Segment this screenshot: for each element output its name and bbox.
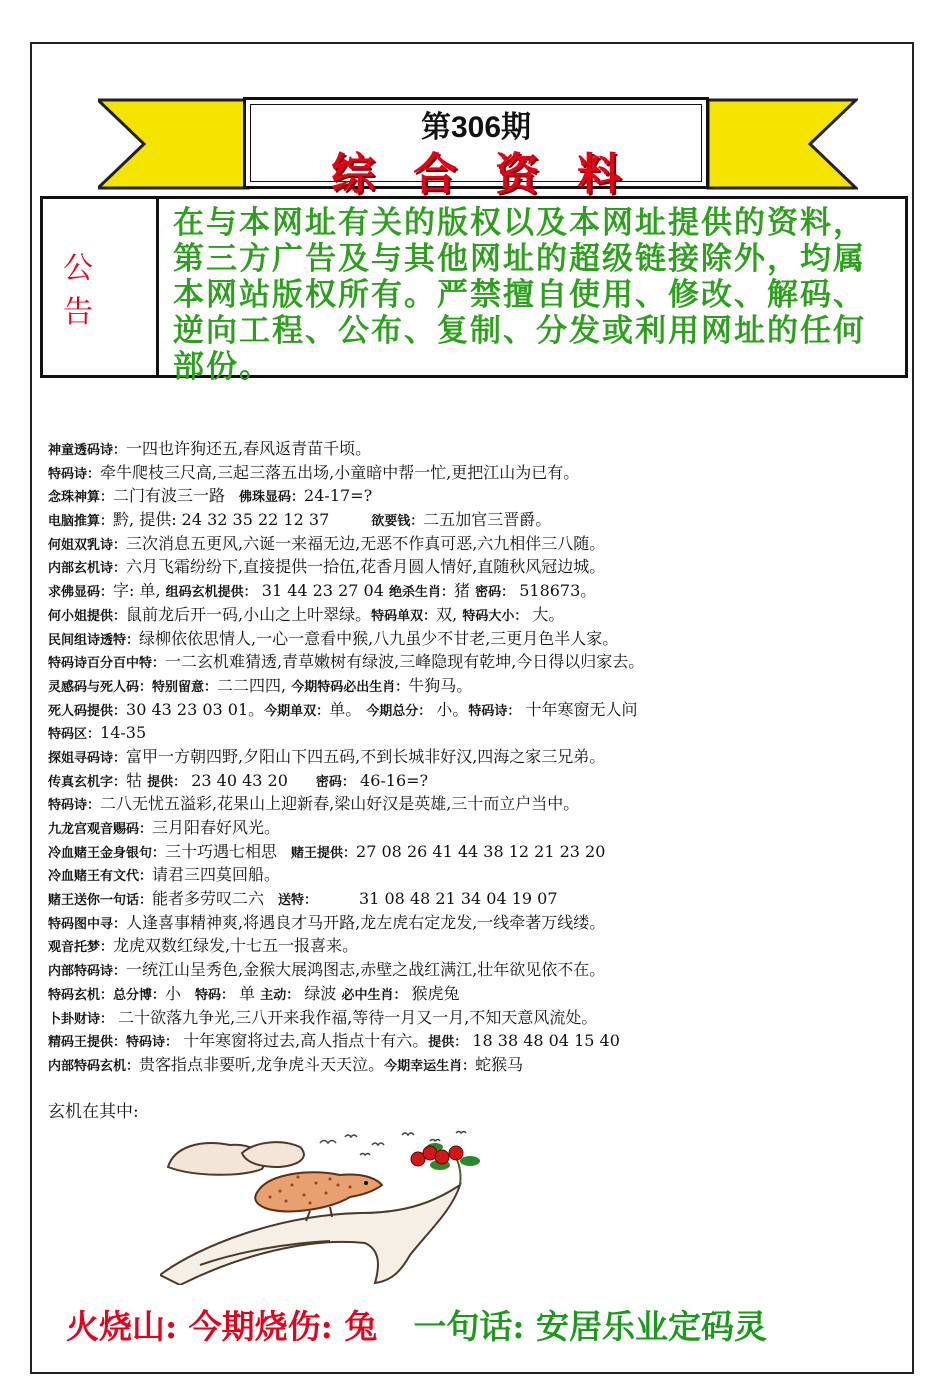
info-line <box>48 1006 908 1030</box>
line-text: 三月阳春好风光。 <box>152 818 281 837</box>
line-key: 总分博： <box>113 987 166 1003</box>
stem-and-leaves <box>411 1143 480 1185</box>
line-key: 特码诗： <box>48 798 101 814</box>
footer-one-sentence: 一句话: 安居乐业定码灵 <box>413 1307 768 1346</box>
line-text: 单。 <box>329 699 367 719</box>
line-text: 能者多劳叹二六 <box>152 889 265 909</box>
line-text: 三十巧遇七相思 <box>165 841 278 861</box>
line-text: 黔, 提供: 24 32 35 22 12 37 <box>113 510 330 530</box>
info-line <box>48 769 908 793</box>
line-key: 特码图中寻： <box>48 916 127 932</box>
line-text: 一统江山呈秀色,金猴大展鸿图志,赤壁之战红满江,壮年欲见依不在。 <box>126 960 606 980</box>
info-line <box>48 698 908 722</box>
line-text: 46-16=? <box>354 770 429 790</box>
line-key: 灵感码与死人码： <box>48 679 153 695</box>
info-line <box>48 461 908 485</box>
notice-label: 公告 <box>43 199 159 375</box>
line-key: 今期总分： <box>366 703 432 719</box>
line-key: 密码： <box>475 585 515 601</box>
line-key: 内部特码玄机： <box>48 1058 140 1074</box>
line-key: 冷血赌王有文代： <box>48 869 153 885</box>
line-text: 六月飞霜纷纷下,直接提供一拾伍,花香月圆人情好,直随秋风冠边城。 <box>126 557 606 577</box>
line-text: 牯 <box>126 770 148 790</box>
line-text: 二八无忧五溢彩,花果山上迎新春,梁山好汉是英雄,三十而立户当中。 <box>100 794 580 814</box>
line-text: 31 44 23 27 04 <box>256 581 389 601</box>
info-line <box>48 1053 908 1077</box>
line-key: 念珠神算： <box>48 490 114 506</box>
line-key: 死人码提供： <box>48 703 127 719</box>
line-key: 传真玄机字： <box>48 774 127 790</box>
line-key: 欲要钱： <box>371 514 424 530</box>
footer <box>66 1303 906 1351</box>
line-key: 民间组诗透特： <box>48 632 140 648</box>
line-text: 富甲一方朝四野,夕阳山下四五码,不到长城非好汉,四海之家三兄弟。 <box>126 746 606 766</box>
line-text: 单 <box>234 983 261 1003</box>
line-key: 观音托梦： <box>48 940 114 956</box>
line-text: 24-17=? <box>304 486 373 506</box>
line-text: 大。 <box>527 604 565 624</box>
info-line <box>48 650 908 674</box>
info-line <box>48 721 908 745</box>
info-line <box>48 887 908 911</box>
line-key: 送特： <box>278 893 318 909</box>
line-text: 18 38 48 04 15 40 <box>467 1031 620 1051</box>
line-key: 特码诗： <box>468 703 521 719</box>
line-text: 蛇猴马 <box>475 1054 524 1074</box>
line-key: 密码： <box>315 774 355 790</box>
line-text: 二五加官三晋爵。 <box>423 510 552 530</box>
line-key: 组码玄机提供： <box>165 585 257 601</box>
line-key: 提供： <box>147 774 187 790</box>
line-text: 518673。 <box>514 581 597 601</box>
info-lines <box>48 437 908 1077</box>
line-key: 冷血赌王金身银句： <box>48 845 166 861</box>
rocks <box>168 1142 304 1175</box>
line-key: 特码单双： <box>371 608 437 624</box>
line-text: 鼠前龙后开一码,小山之上叶翠绿。 <box>126 604 372 624</box>
line-text: 牛狗马。 <box>408 675 473 695</box>
line-text: 猴虎兔 <box>406 983 460 1003</box>
info-line <box>48 437 908 461</box>
line-key: 特码玄机： <box>48 987 114 1003</box>
info-line <box>48 911 908 935</box>
line-text: 二门有波三一路 <box>113 486 226 506</box>
line-key: 今期幸运生肖： <box>384 1058 476 1074</box>
illustration-animal-on-branch <box>160 1125 500 1285</box>
right-ribbon <box>698 98 858 190</box>
line-text: 一二玄机难猜透,青草嫩树有绿波,三峰隐现有乾坤,今日得以归家去。 <box>165 652 645 672</box>
line-text: 二二四四, <box>217 675 292 695</box>
line-text: 23 40 43 20 <box>186 770 288 790</box>
notice-text: 在与本网址有关的版权以及本网址提供的资料，第三方广告及与其他网址的超级链接除外，均属本网站版权所有。严禁擅自使用、修改、解码、逆向工程、公布、复制、分发或利用网址的任何部份。 <box>173 205 866 385</box>
line-key: 今期特码必出生肖： <box>291 679 409 695</box>
line-key: 何姐双乳诗： <box>48 537 127 553</box>
info-line <box>48 508 908 532</box>
info-line <box>48 627 908 651</box>
line-key: 提供： <box>428 1035 468 1051</box>
line-key: 佛珠显码： <box>239 490 305 506</box>
line-text: 二十欲落九争光,三八开来我作福,等待一月又一月,不知天意风流处。 <box>113 1007 598 1027</box>
info-line <box>48 1029 908 1053</box>
line-key: 赌王送你一句话： <box>48 893 153 909</box>
line-key: 今期单双： <box>264 703 330 719</box>
info-line <box>48 532 908 556</box>
line-key: 特码区： <box>48 727 101 743</box>
line-text: 小。 <box>431 699 469 719</box>
line-key: 内部特码诗： <box>48 964 127 980</box>
line-key: 必中生肖： <box>341 987 407 1003</box>
info-line <box>48 674 908 698</box>
line-text: 27 08 26 41 44 38 12 21 23 20 <box>356 841 606 861</box>
line-text: 人逢喜事精神爽,将遇良才马开路,龙左虎右定龙发,一线牵著万线缕。 <box>126 912 606 932</box>
info-line <box>48 863 908 887</box>
footer-fire-mountain: 火烧山: 今期烧伤: 兔 <box>66 1307 378 1346</box>
line-key: 精码王提供： <box>48 1035 127 1051</box>
line-text: 猪 <box>454 581 476 601</box>
line-text: 字: 单, <box>113 581 166 601</box>
info-line <box>48 982 908 1006</box>
line-key: 卜卦财诗： <box>48 1011 114 1027</box>
line-text: 十年寒窗无人问 <box>520 699 638 719</box>
info-line <box>48 840 908 864</box>
line-text: 14-35 <box>100 723 147 743</box>
line-key: 特别留意： <box>152 679 218 695</box>
line-text: 绿波 <box>299 983 342 1003</box>
line-text: 绿柳依依思情人,一心一意看中猴,八九虽少不甘老,三更月色半人家。 <box>139 628 619 648</box>
line-key: 特码： <box>195 987 235 1003</box>
info-line <box>48 792 908 816</box>
line-text: 30 43 23 03 01。 <box>126 699 265 719</box>
line-text: 31 08 48 21 34 04 19 07 <box>359 889 558 909</box>
line-key: 赌王提供： <box>291 845 357 861</box>
info-line <box>48 555 908 579</box>
line-key: 求佛显码： <box>48 585 114 601</box>
line-text: 三次消息五更风,六诞一来福无边,无恶不作真可恶,六九相伴三八随。 <box>126 533 606 553</box>
line-key: 内部玄机诗： <box>48 561 127 577</box>
line-key: 何小姐提供： <box>48 608 127 624</box>
info-line <box>48 958 908 982</box>
line-text: 龙虎双数红绿发,十七五一报喜来。 <box>113 936 359 956</box>
info-line <box>48 934 908 958</box>
line-key: 电脑推算： <box>48 514 114 530</box>
main-title: 综合资料 <box>331 149 659 200</box>
line-key: 特码诗百分百中特： <box>48 656 166 672</box>
line-text: 牵牛爬枝三尺高,三起三落五出场,小童暗中帮一忙,更把江山为已有。 <box>100 462 580 482</box>
info-line <box>48 816 908 840</box>
period-label: 第306期 <box>420 111 532 144</box>
line-key: 特码大小： <box>462 608 528 624</box>
notice-box <box>40 196 908 385</box>
title-box <box>243 97 709 200</box>
info-line <box>48 603 908 627</box>
info-line <box>48 745 908 769</box>
line-key: 探姐寻码诗： <box>48 750 127 766</box>
info-line <box>48 579 908 603</box>
line-key: 特码诗： <box>48 466 101 482</box>
line-key: 神童透码诗： <box>48 443 127 458</box>
line-text: 十年寒窗将过去,高人指点十有六。 <box>178 1031 429 1051</box>
left-ribbon <box>98 98 258 190</box>
intro-text: 玄机在其中: <box>48 1102 139 1122</box>
line-text: 一四也许狗还五,春风返青苗千顷。 <box>126 439 372 458</box>
line-text: 双, <box>436 604 463 624</box>
line-text: 小 <box>165 983 182 1003</box>
line-key: 绝杀生肖： <box>389 585 455 601</box>
info-line <box>48 484 908 508</box>
line-key: 特码诗： <box>126 1035 179 1051</box>
line-key: 九龙宫观音赐码： <box>48 822 153 837</box>
line-key: 主动： <box>260 987 300 1003</box>
line-text: 请君三四莫回船。 <box>152 865 281 885</box>
line-text: 贵客指点非要听,龙争虎斗天天泣。 <box>139 1054 385 1074</box>
